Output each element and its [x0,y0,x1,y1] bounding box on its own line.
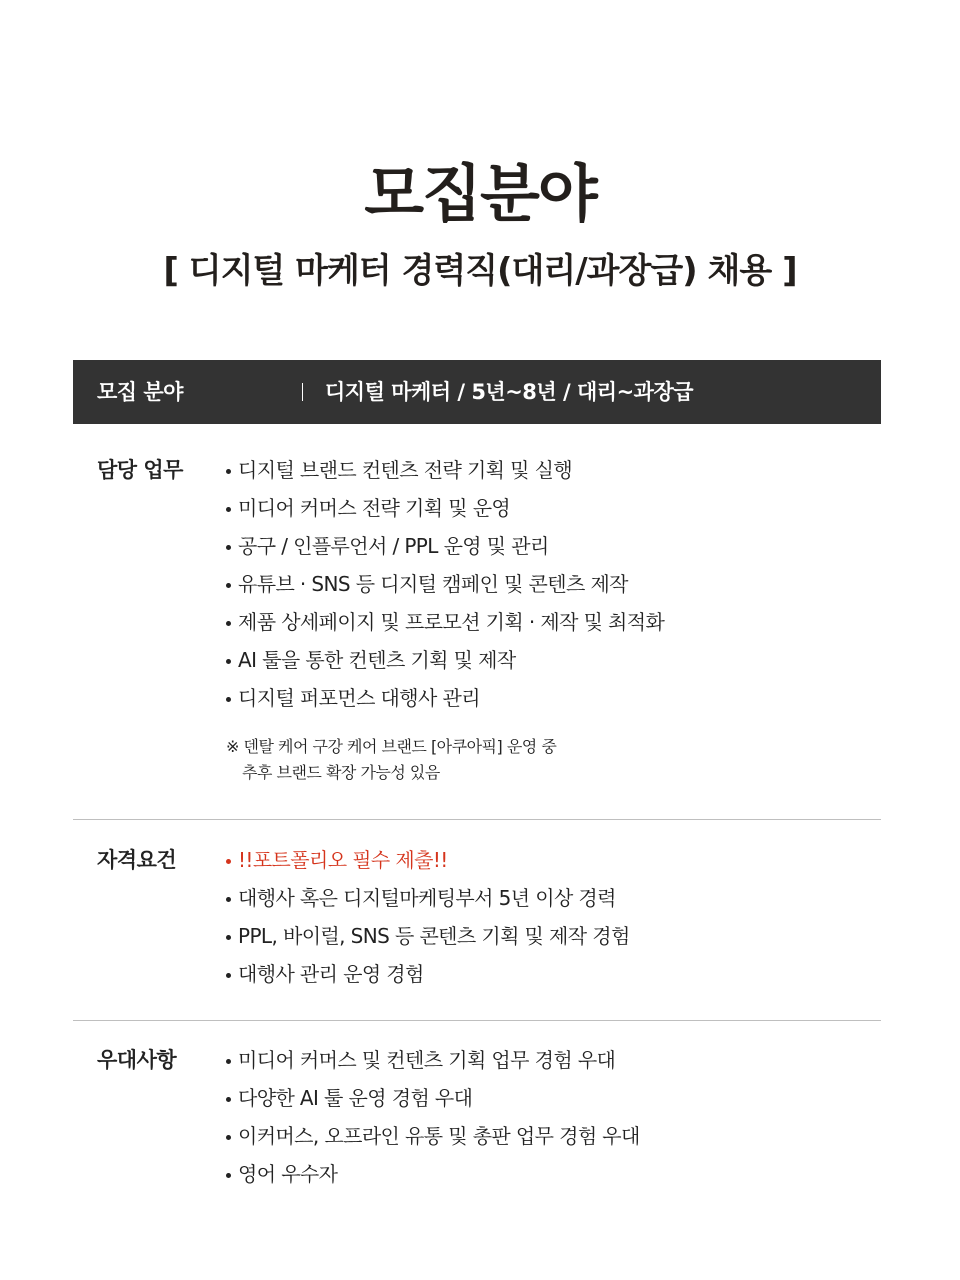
duty-item: 제품 상세페이지 및 프로모션 기획 · 제작 및 최적화 [226,603,664,641]
requirements-list [226,841,630,993]
requirement-item: 대행사 혹은 디지털마케팅부서 5년 이상 경력 [226,879,630,917]
requirement-item: PPL, 바이럴, SNS 등 콘텐츠 기획 및 제작 경험 [226,917,630,955]
recruitment-field-value: 디지털 마케터 / 5년~8년 / 대리~과장급 [325,380,694,404]
portfolio-required-item: !!포트폴리오 필수 제출!! [226,841,630,879]
duties-list [226,451,664,717]
duty-item: 디지털 퍼포먼스 대행사 관리 [226,679,664,717]
preference-item: 다양한 AI 툴 운영 경험 우대 [226,1079,640,1117]
duty-item: 유튜브 · SNS 등 디지털 캠페인 및 콘텐츠 제작 [226,565,664,603]
preference-item: 영어 우수자 [226,1155,640,1193]
note-line-1: ※ 덴탈 케어 구강 케어 브랜드 [아쿠아픽] 운영 중 [226,737,557,756]
preference-item: 이커머스, 오프라인 유통 및 총판 업무 경험 우대 [226,1117,640,1155]
recruitment-field-bar [73,360,881,424]
note-line-2: 추후 브랜드 확장 가능성 있음 [242,763,440,782]
recruitment-field-label: 모집 분야 [97,380,183,404]
requirements-label: 자격요건 [97,848,177,872]
section-divider [73,1020,881,1021]
duty-item: 미디어 커머스 전략 기획 및 운영 [226,489,664,527]
duty-item: 공구 / 인플루언서 / PPL 운영 및 관리 [226,527,664,565]
preference-item: 미디어 커머스 및 컨텐츠 기획 업무 경험 우대 [226,1041,640,1079]
preferences-label: 우대사항 [97,1048,177,1072]
header-divider [302,383,303,401]
page-subtitle: [ 디지털 마케터 경력직(대리/과장급) 채용 ] [163,251,797,291]
section-divider [73,819,881,820]
duty-item: 디지털 브랜드 컨텐츠 전략 기획 및 실행 [226,451,664,489]
preferences-list [226,1041,640,1193]
requirement-item: 대행사 관리 운영 경험 [226,955,630,993]
duties-label: 담당 업무 [97,458,183,482]
duty-item: AI 툴을 통한 컨텐츠 기획 및 제작 [226,641,664,679]
page-title: 모집분야 [364,157,596,230]
duties-note [226,734,556,786]
